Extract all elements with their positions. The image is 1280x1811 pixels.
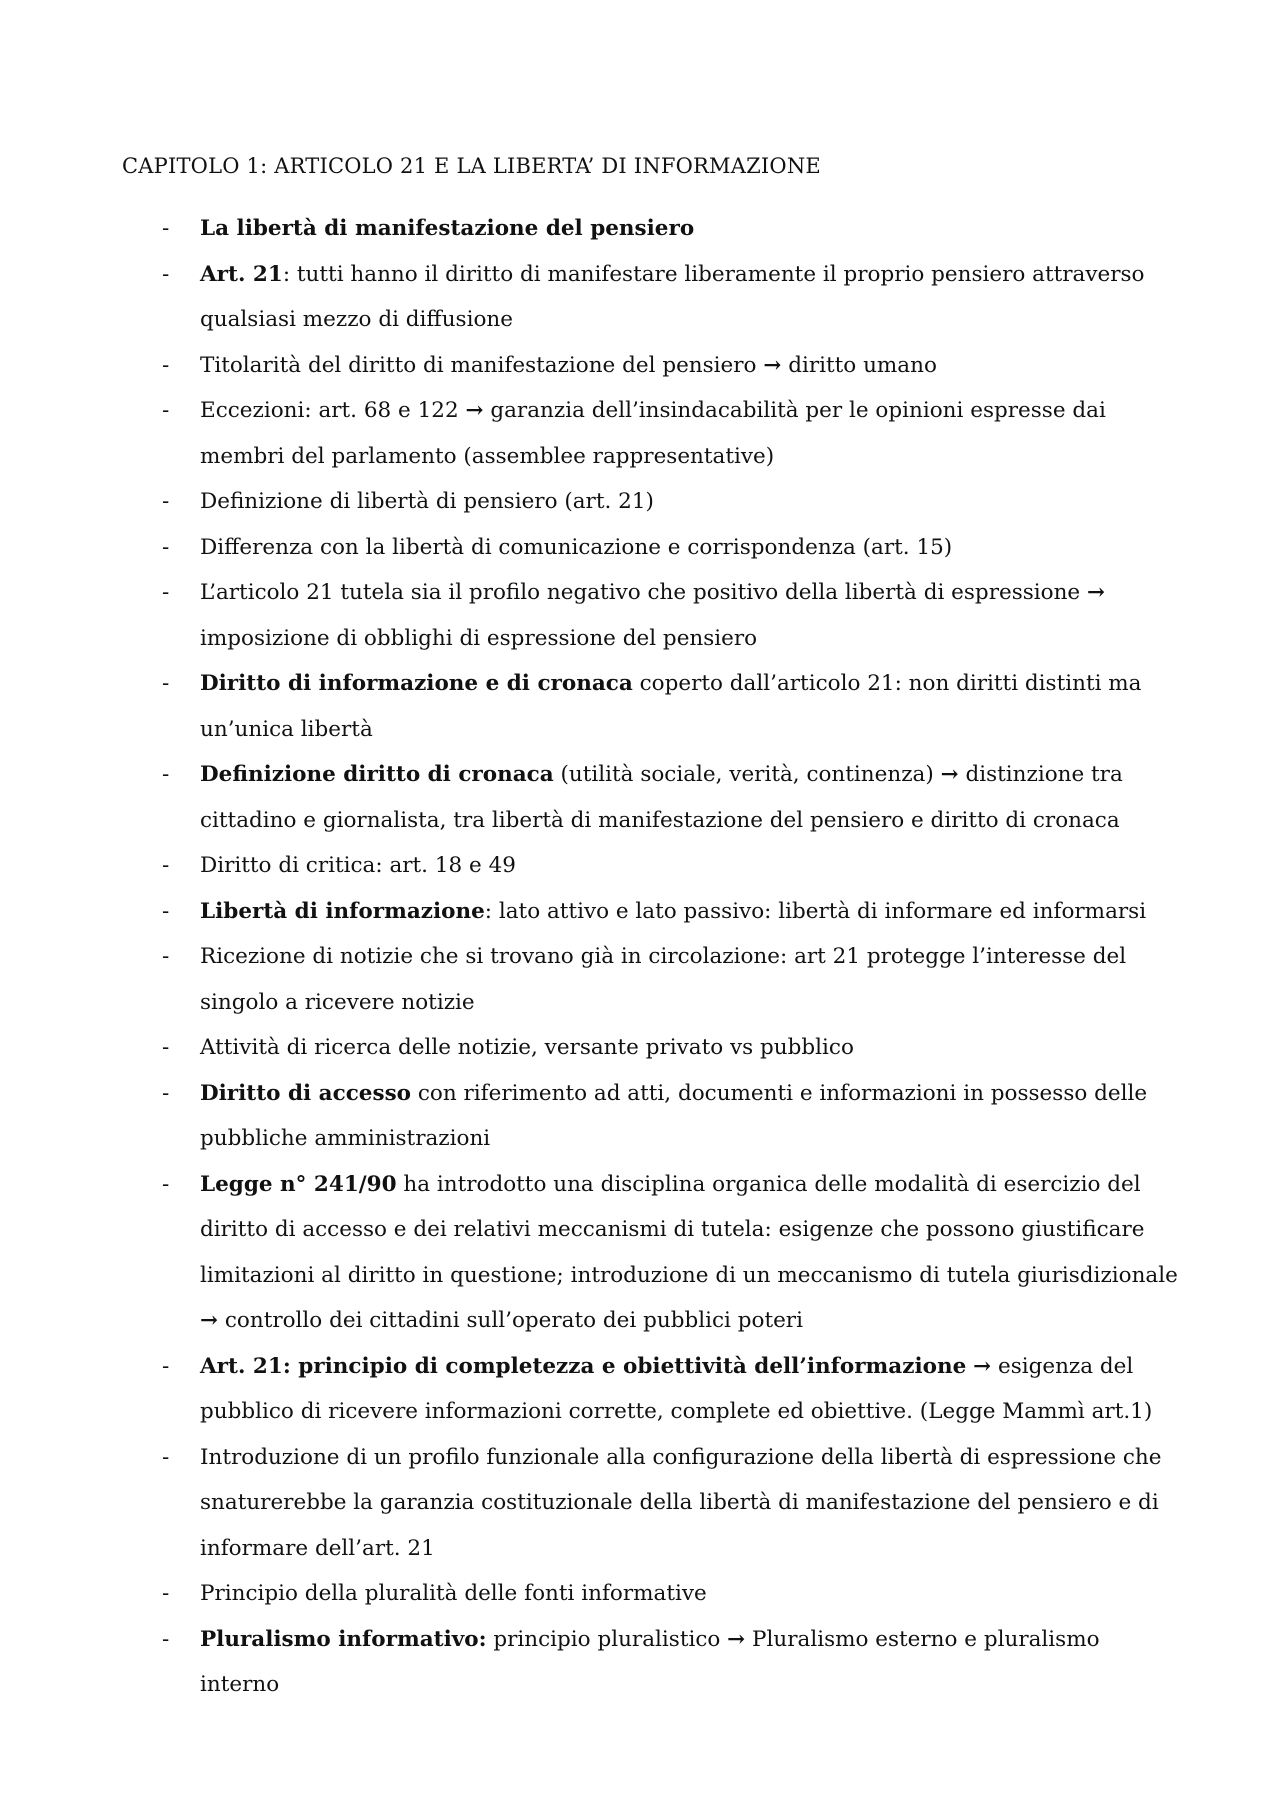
item-bold-text: Pluralismo informativo: [200,1626,487,1652]
item-text: L’articolo 21 tutela sia il profilo negativo che positivo della libertà di espressione [200,580,1081,605]
item-text: Pluralismo esterno e pluralismo interno [200,1626,1100,1697]
item-bold-text: Art. 21: principio di completezza e obiettività dell’informazione [200,1353,967,1379]
item-text: Eccezioni: art. 68 e 122 [200,398,459,423]
bullet-dash: - [162,1626,170,1652]
bullet-dash: - [162,352,170,378]
item-bold-text: La libertà di manifestazione del pensiero [200,216,695,241]
bullet-dash: - [162,762,170,787]
arrow-right-icon: → [1087,580,1106,605]
bullet-dash: - [162,216,170,241]
arrow-right-icon: → [200,1308,219,1333]
list-item [0,889,1180,935]
list-item [0,1571,1180,1617]
list-item [0,206,1180,252]
item-bold-text: Diritto di accesso [200,1080,412,1106]
item-text: controllo dei cittadini sull’operato dei pubblici poteri [224,1308,803,1333]
item-text: (utilità sociale, verità, continenza) [553,762,934,787]
list-item [0,752,1180,843]
item-text: ha introdotto una disciplina organica delle modalità di esercizio del diritto di accesso e dei relativi meccanismi di tutela: esigenze che possono giustificare limitazioni al diritto in questione; introduzione di un meccanismo di tutela giurisdizionale [200,1171,1178,1288]
bullet-dash: - [162,1035,170,1060]
bullet-dash: - [162,944,170,969]
item-bold-text: Art. 21 [200,261,283,287]
item-text: Attività di ricerca delle notizie, versante privato vs pubblico [200,1035,854,1060]
item-text: con riferimento ad atti, documenti e informazioni in possesso delle pubbliche amministrazioni [200,1080,1148,1151]
list-item [0,1344,1180,1435]
arrow-right-icon: → [763,352,782,378]
list-item [0,1162,1180,1344]
list-item [0,1435,1180,1572]
bullet-dash: - [162,398,170,423]
notes-list [0,206,1280,1708]
bullet-dash: - [162,580,170,605]
item-text: : lato attivo e lato passivo: libertà di informare ed informarsi [484,898,1147,924]
item-text: Differenza con la libertà di comunicazione e corrispondenza (art. 15) [200,534,953,560]
item-text: diritto umano [788,352,937,378]
list-item [0,1617,1180,1708]
bullet-dash: - [162,1444,170,1470]
item-text: imposizione di obblighi di espressione del pensiero [200,625,758,651]
item-text: Introduzione di un profilo funzionale alla configurazione della libertà di espressione che snaturerebbe la garanzia costituzionale della libertà di manifestazione del pensiero e di informare dell’art. 21 [200,1444,1162,1561]
item-text: Titolarità del diritto di manifestazione del pensiero [200,352,757,378]
bullet-dash: - [162,489,170,514]
arrow-right-icon: → [973,1353,992,1379]
bullet-dash: - [162,1353,170,1379]
bullet-dash: - [162,1581,170,1606]
list-item [0,525,1180,571]
list-item [0,661,1180,752]
item-text: esigenza del pubblico di ricevere informazioni corrette, complete ed obiettive. (Legge Mammì art.1) [200,1353,1153,1424]
bullet-dash: - [162,671,170,696]
list-item [0,934,1180,1025]
list-item [0,1025,1180,1071]
item-text: Ricezione di notizie che si trovano già in circolazione: art 21 protegge l’interesse del singolo a ricevere notizie [200,944,1127,1015]
item-text: garanzia dell’insindacabilità per le opinioni espresse dai membri del parlamento (assemblee rappresentative) [200,398,1106,469]
list-item [0,1071,1180,1162]
item-text: Definizione di libertà di pensiero (art. 21) [200,489,654,514]
list-item [0,388,1180,479]
item-bold-text: Libertà di informazione [200,898,485,924]
arrow-right-icon: → [727,1626,746,1652]
item-bold-text: Legge n° 241/90 [200,1171,397,1197]
list-item [0,843,1180,889]
item-text: : tutti hanno il diritto di manifestare liberamente il proprio pensiero attraverso qualsiasi mezzo di diffusione [200,261,1145,332]
bullet-dash: - [162,853,170,878]
bullet-dash: - [162,1080,170,1106]
bullet-dash: - [162,534,170,560]
list-item [0,570,1180,661]
item-text: distinzione tra cittadino e giornalista, tra libertà di manifestazione del pensiero e diritto di cronaca [200,762,1123,833]
item-text: principio pluralistico [486,1626,721,1652]
item-bold-text: Diritto di informazione e di cronaca [200,671,633,696]
item-text: coperto dall’articolo 21: non diritti distinti ma un’unica libertà [200,671,1142,742]
item-text: Diritto di critica: art. 18 e 49 [200,853,516,878]
item-bold-text: Definizione diritto di cronaca [200,762,554,787]
arrow-right-icon: → [465,398,484,423]
list-item [0,252,1180,343]
item-text: Principio della pluralità delle fonti informative [200,1581,707,1606]
bullet-dash: - [162,261,170,287]
chapter-title: CAPITOLO 1: ARTICOLO 21 E LA LIBERTA’ DI INFORMAZIONE [122,154,821,178]
list-item [0,343,1180,389]
bullet-dash: - [162,1171,170,1197]
arrow-right-icon: → [940,762,959,787]
bullet-dash: - [162,898,170,924]
list-item [0,479,1180,525]
